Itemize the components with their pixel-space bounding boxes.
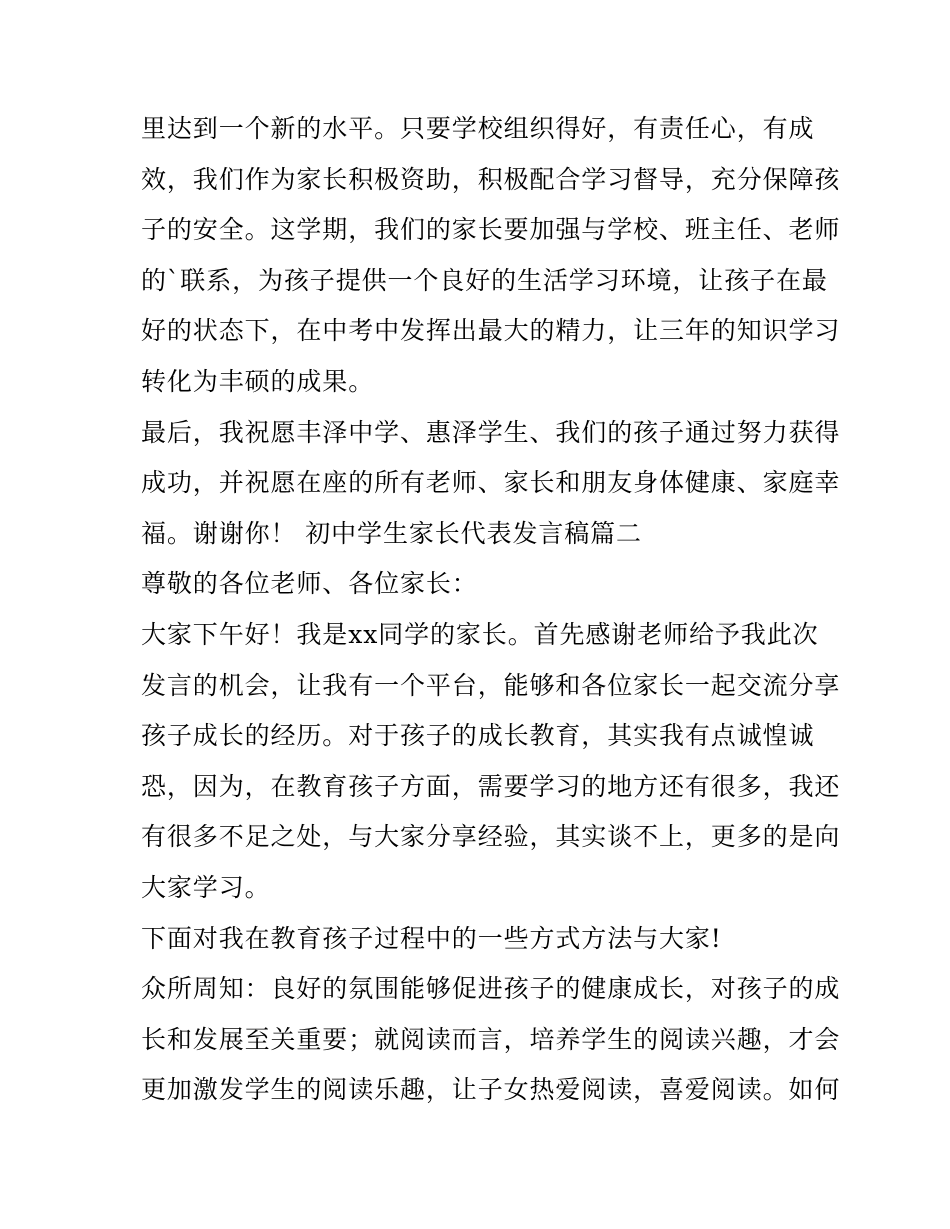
- text-line: 下面对我在教育孩子过程中的一些方式方法与大家!: [141, 923, 722, 953]
- text-line: 恐，因为，在教育孩子方面，需要学习的地方还有很多，我还: [141, 771, 841, 801]
- text-line: 的`联系，为孩子提供一个良好的生活学习环境，让孩子在最: [141, 265, 828, 295]
- text-line: 尊敬的各位老师、各位家长：: [141, 569, 478, 599]
- text-line: 好的状态下，在中考中发挥出最大的精力，让三年的知识学习: [141, 316, 841, 346]
- text-line: 发言的机会，让我有一个平台，能够和各位家长一起交流分享: [141, 670, 841, 700]
- text-line: 长和发展至关重要；就阅读而言，培养学生的阅读兴趣，才会: [141, 1024, 841, 1054]
- text-line: 有很多不足之处，与大家分享经验，其实谈不上，更多的是向: [141, 822, 841, 852]
- text-line: 众所周知：良好的氛围能够促进孩子的健康成长，对孩子的成: [141, 974, 841, 1004]
- text-line: 孩子成长的经历。对于孩子的成长教育，其实我有点诚惶诚: [141, 721, 815, 751]
- text-line: 效，我们作为家长积极资助，积极配合学习督导，充分保障孩: [141, 164, 841, 194]
- text-line: 福。谢谢你！ 初中学生家长代表发言稿篇二: [141, 518, 642, 548]
- text-line: 成功，并祝愿在座的所有老师、家长和朋友身体健康、家庭幸: [141, 468, 841, 498]
- text-line: 里达到一个新的水平。只要学校组织得好，有责任心，有成: [141, 114, 815, 143]
- document-body: [141, 104, 841, 1116]
- text-line: 大家下午好！我是xx同学的家长。首先感谢老师给予我此次: [141, 619, 819, 649]
- text-line: 最后，我祝愿丰泽中学、惠泽学生、我们的孩子通过努力获得: [141, 417, 841, 447]
- text-line: 大家学习。: [141, 872, 271, 902]
- text-line: 更加激发学生的阅读乐趣，让子女热爱阅读，喜爱阅读。如何: [141, 1075, 841, 1105]
- text-line: 转化为丰硕的成果。: [141, 366, 375, 396]
- text-line: 子的安全。这学期，我们的家长要加强与学校、班主任、老师: [141, 215, 841, 245]
